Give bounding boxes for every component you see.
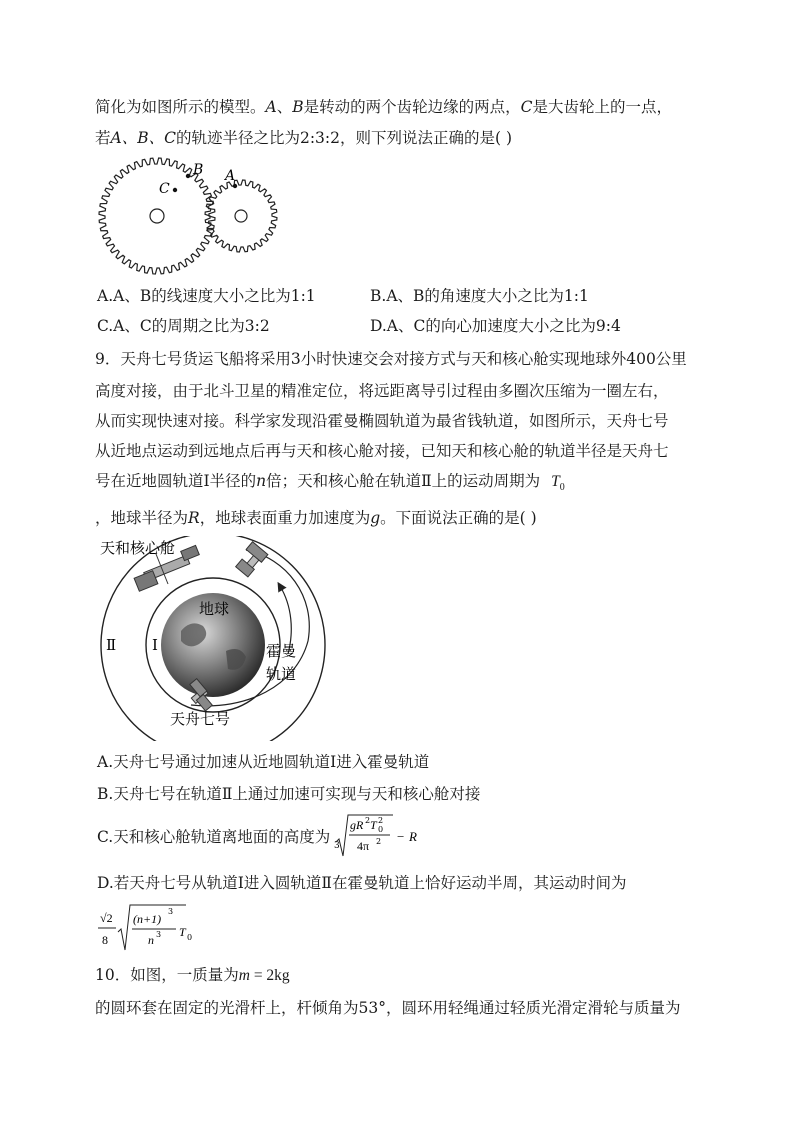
satellite-top-icon xyxy=(236,542,268,577)
q8-option-b: B.A、B的角速度大小之比为1:1 xyxy=(370,287,589,305)
svg-text:−: − xyxy=(397,829,405,844)
q9-formula-c xyxy=(333,812,425,860)
q9-orbit-figure xyxy=(96,536,328,741)
q9-stem-line2: 高度对接，由于北斗卫星的精准定位，将远距离导引过程由多圈次压缩为一圈左右， xyxy=(95,382,669,400)
q9-formula-d xyxy=(96,902,206,954)
point-b xyxy=(186,174,190,178)
svg-text:3: 3 xyxy=(334,841,340,851)
q9-stem-line3: 从而实现快速对接。科学家发现沿霍曼椭圆轨道为最省钱轨道，如图所示，天舟七号 xyxy=(95,412,669,430)
label-earth: 地球 xyxy=(199,600,230,618)
svg-text:R: R xyxy=(409,829,417,844)
label-a: A xyxy=(225,168,236,184)
q9-option-a: A.天舟七号通过加速从近地圆轨道Ⅰ进入霍曼轨道 xyxy=(97,753,430,771)
svg-text:n: n xyxy=(148,933,154,947)
label-station: 天和核心舱 xyxy=(100,539,176,557)
svg-text:T: T xyxy=(179,925,186,939)
svg-text:T: T xyxy=(370,818,377,832)
svg-text:√2: √2 xyxy=(100,911,113,925)
svg-text:0: 0 xyxy=(187,933,193,942)
point-c xyxy=(173,188,177,192)
q8-option-a: A.A、B的线速度大小之比为1:1 xyxy=(97,287,316,305)
q9-stem-line1: 9．天舟七号货运飞船将采用3小时快速交会对接方式与天和核心舱实现地球外400公里 xyxy=(95,350,687,368)
label-orbit-i: Ⅰ xyxy=(152,636,158,654)
small-gear-teeth xyxy=(205,180,277,252)
q8-option-d: D.A、C的向心加速度大小之比为9:4 xyxy=(370,317,621,335)
q10-stem-line2: 的圆环套在固定的光滑杆上，杆倾角为53°，圆环用轻绳通过轻质光滑定滑轮与质量为 xyxy=(95,999,681,1017)
small-gear-axle xyxy=(235,210,247,222)
label-ship: 天舟七号 xyxy=(170,710,231,728)
svg-text:2: 2 xyxy=(378,816,384,825)
q8-stem-line1: 简化为如图所示的模型。A、B是转动的两个齿轮边缘的两点，C是大齿轮上的一点， xyxy=(95,98,673,116)
svg-text:3: 3 xyxy=(168,907,174,916)
svg-text:(n+1): (n+1) xyxy=(133,912,162,926)
q9-option-d: D.若天舟七号从轨道Ⅰ进入圆轨道Ⅱ在霍曼轨道上恰好运动半周，其运动时间为 xyxy=(97,874,627,892)
large-gear-axle xyxy=(150,209,164,223)
q10-stem-line1: 10．如图，一质量为m = 2kg xyxy=(95,966,290,984)
q8-stem-line2: 若A、B、C的轨迹半径之比为2:3:2，则下列说法正确的是( ) xyxy=(95,129,513,147)
q8-gear-figure xyxy=(96,156,286,276)
label-c: C xyxy=(159,181,170,197)
q9-option-c: C.天和核心舱轨道离地面的高度为 xyxy=(97,828,331,846)
q9-stem-line5: 号在近地圆轨道Ⅰ半径的n倍；天和核心舱在轨道Ⅱ上的运动周期为 $T_0$ xyxy=(95,472,565,494)
q9-stem-line4: 从近地点运动到远地点后再与天和核心舱对接，已知天和核心舱的轨道半径是天舟七 xyxy=(95,442,669,460)
label-hohmann-2: 轨道 xyxy=(266,665,297,683)
svg-text:4π: 4π xyxy=(357,839,370,853)
svg-text:8: 8 xyxy=(102,933,108,947)
label-hohmann-1: 霍曼 xyxy=(266,642,297,660)
small-gear xyxy=(205,180,277,252)
svg-text:3: 3 xyxy=(156,930,162,939)
q8-option-c: C.A、C的周期之比为3:2 xyxy=(97,317,270,335)
svg-text:gR: gR xyxy=(350,818,364,832)
q9-option-b: B.天舟七号在轨道Ⅱ上通过加速可实现与天和核心舱对接 xyxy=(97,785,481,803)
svg-text:2: 2 xyxy=(376,837,382,846)
q9-stem-line6: ，地球半径为R，地球表面重力加速度为g。下面说法正确的是( ) xyxy=(95,509,537,527)
point-a xyxy=(233,184,237,188)
svg-text:0: 0 xyxy=(378,825,384,834)
label-b: B xyxy=(193,162,204,178)
label-orbit-ii: Ⅱ xyxy=(106,636,117,654)
svg-text:2: 2 xyxy=(365,816,371,825)
